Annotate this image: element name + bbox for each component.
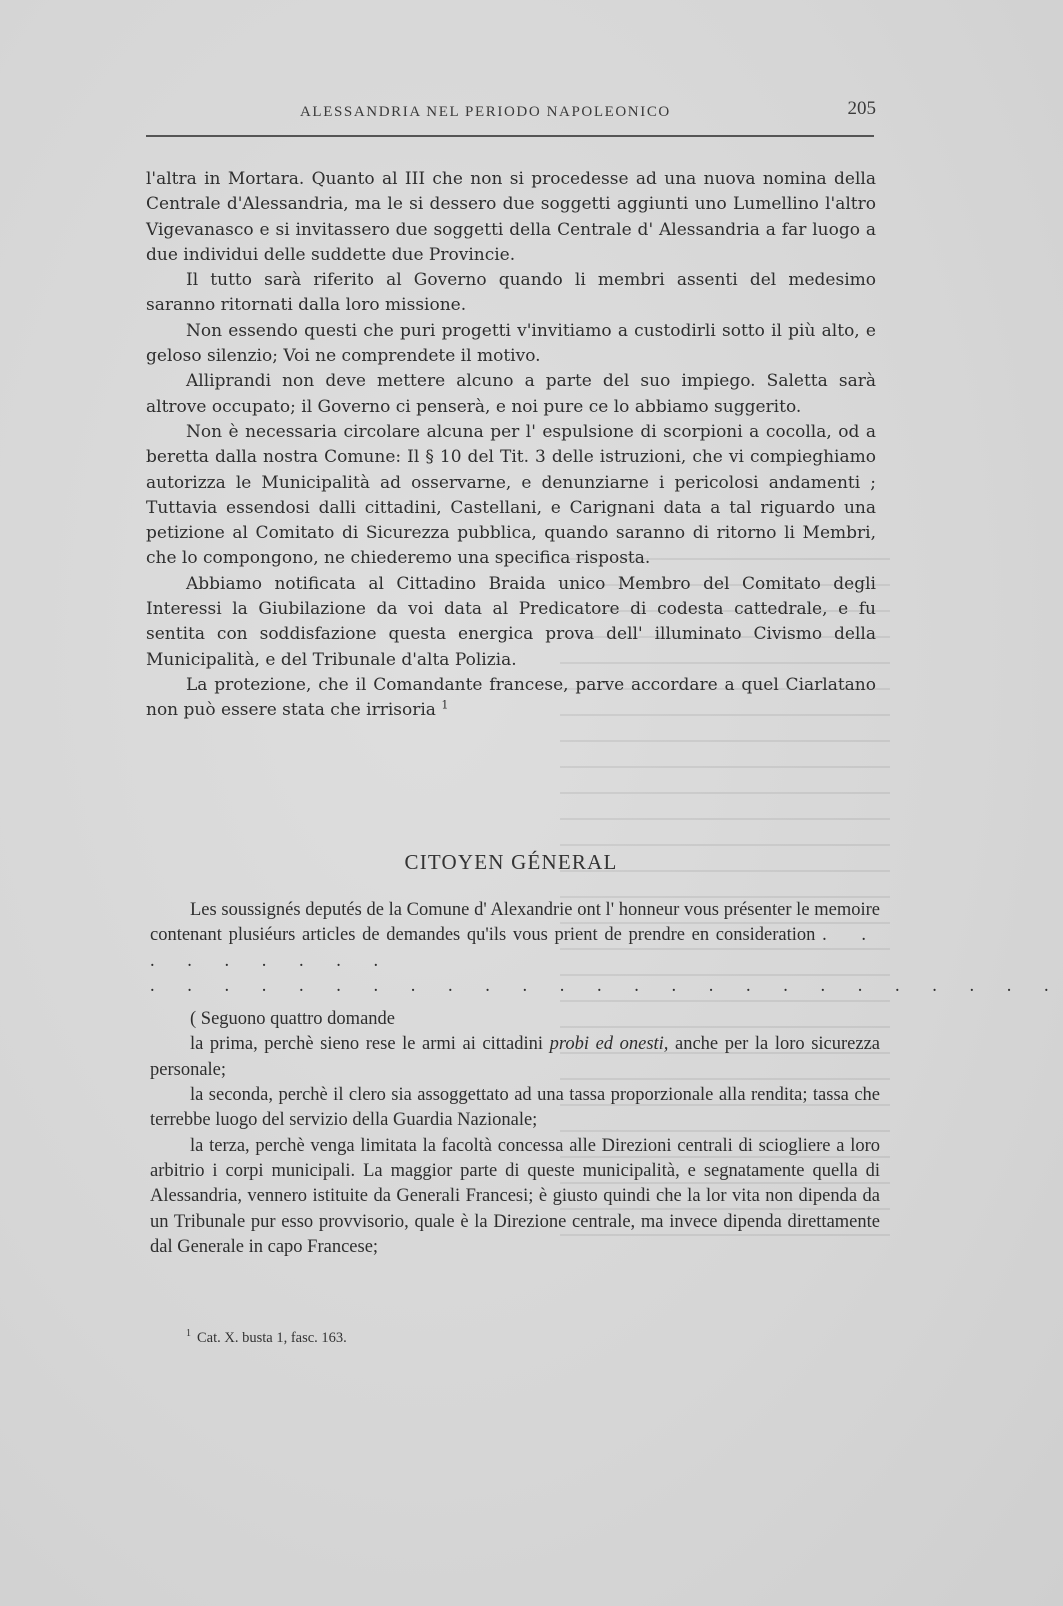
paragraph-7-text: La protezione, che il Comandante francese, parve accordare a quel Ciarlatano non può essere stata che irrisoria — [146, 674, 876, 721]
letter-paragraph-2: ( Seguono quattro domande — [190, 1009, 395, 1030]
paragraph-4: Alliprandi non deve mettere alcuno a parte del suo impiego. Saletta sarà altrove occupato; il Governo ci penserà, e noi pure ce lo abbiamo suggerito. — [146, 371, 876, 417]
paragraph-3: Non essendo questi che puri progetti v'invitiamo a custodirli sotto il più alto, e geloso silenzio; Voi ne comprendete il motivo. — [146, 320, 876, 367]
letter-paragraph-1 — [150, 898, 880, 974]
section-title: CITOYEN GÉNERAL — [404, 850, 618, 874]
page-number: 205 — [847, 98, 876, 119]
paragraph-2: Il tutto sarà riferito al Governo quando li membri assenti del medesimo saranno ritornati dalla loro missione. — [146, 270, 876, 316]
letter-paragraph-3 — [150, 1032, 880, 1083]
footnote-reference: 1 — [441, 698, 449, 712]
paragraph-5: Non è necessaria circolare alcuna per l' espulsione di scorpioni a cocolla, od a beretta dalla nostra Comune: Il § 10 del Tit. 3 delle istruzioni, che vi compieghiamo autorizza le Municipalità ad osservarne, e denunziarne i pericolosi andamenti ; Tuttavia essendosi dalli cittadini, Castellani, e Carignani data a tal riguardo una petizione al Comitato di Sicurezza pubblica, quando saranno di ritorno li Membri, che lo compongono, ne chiederemo una specifica risposta. — [146, 421, 876, 569]
ellipsis-dots: . . . . . . . . . — [150, 925, 880, 971]
letter-paragraph-4: la seconda, perchè il clero sia assoggettato ad una tassa proporzionale alla rendita; tassa che terrebbe luogo del servizio della Guardia Nazionale; — [150, 1085, 880, 1131]
letter-paragraph-5: la terza, perchè venga limitata la facoltà concessa alle Direzioni centrali di sciogliere a loro arbitrio i corpi municipali. La maggior parte di queste municipalità, e segnatamente quella di Alessandria, vennero istituite da Generali Francesi; è giusto quindi che la lor vita non dipenda da un Tribunale pur esso provvisorio, quale è la Direzione centrale, ma invece dipenda direttamente dal Generale in capo Francese; — [150, 1135, 880, 1257]
running-title: ALESSANDRIA NEL PERIODO NAPOLEONICO — [300, 104, 671, 120]
spacer — [150, 999, 880, 1007]
letter-paragraph-3-text-b: anche per la loro sicurezza personale; — [150, 1034, 880, 1080]
letter-paragraph-1-text: Les soussignés deputés de la Comune d' Alexandrie ont l' honneur vous présenter le memoire contenant plusiéurs articles de demandes qu'ils vous prient de prendre en consideration — [150, 900, 880, 946]
footnote-mark: 1 — [186, 1328, 191, 1339]
letter-text — [150, 898, 1063, 1260]
paragraph-7 — [146, 673, 876, 724]
footnote — [186, 1328, 347, 1347]
header-rule — [146, 135, 874, 137]
italic-phrase: probi ed onesti, — [549, 1034, 669, 1055]
paragraph-1: l'altra in Mortara. Quanto al III che non si procedesse ad una nuova nomina della Centrale d'Alessandria, ma le si dessero due soggetti aggiunti uno Lumellino l'altro Vigevanasco e si invitassero due soggetti della Centrale d' Alessandria a far luogo a due individui delle suddette due Provincie. — [146, 169, 876, 265]
paragraph-6: Abbiamo notificata al Cittadino Braida unico Membro del Comitato degli Interessi la Giubilazione da voi data al Predicatore di codesta cattedrale, e fu sentita con soddisfazione questa energica prova dell' illuminato Civismo della Municipalità, e del Tribunale d'alta Polizia. — [146, 573, 876, 670]
ellipsis-line: . . . . . . . . . . . . . . . . . . . . . . . . . — [150, 975, 1063, 996]
letter-paragraph-3-text-a: la prima, perchè sieno rese le armi ai cittadini — [190, 1034, 550, 1055]
page-header — [148, 96, 876, 126]
footnote-text: Cat. X. busta 1, fasc. 163. — [197, 1329, 347, 1346]
main-text — [146, 167, 876, 724]
